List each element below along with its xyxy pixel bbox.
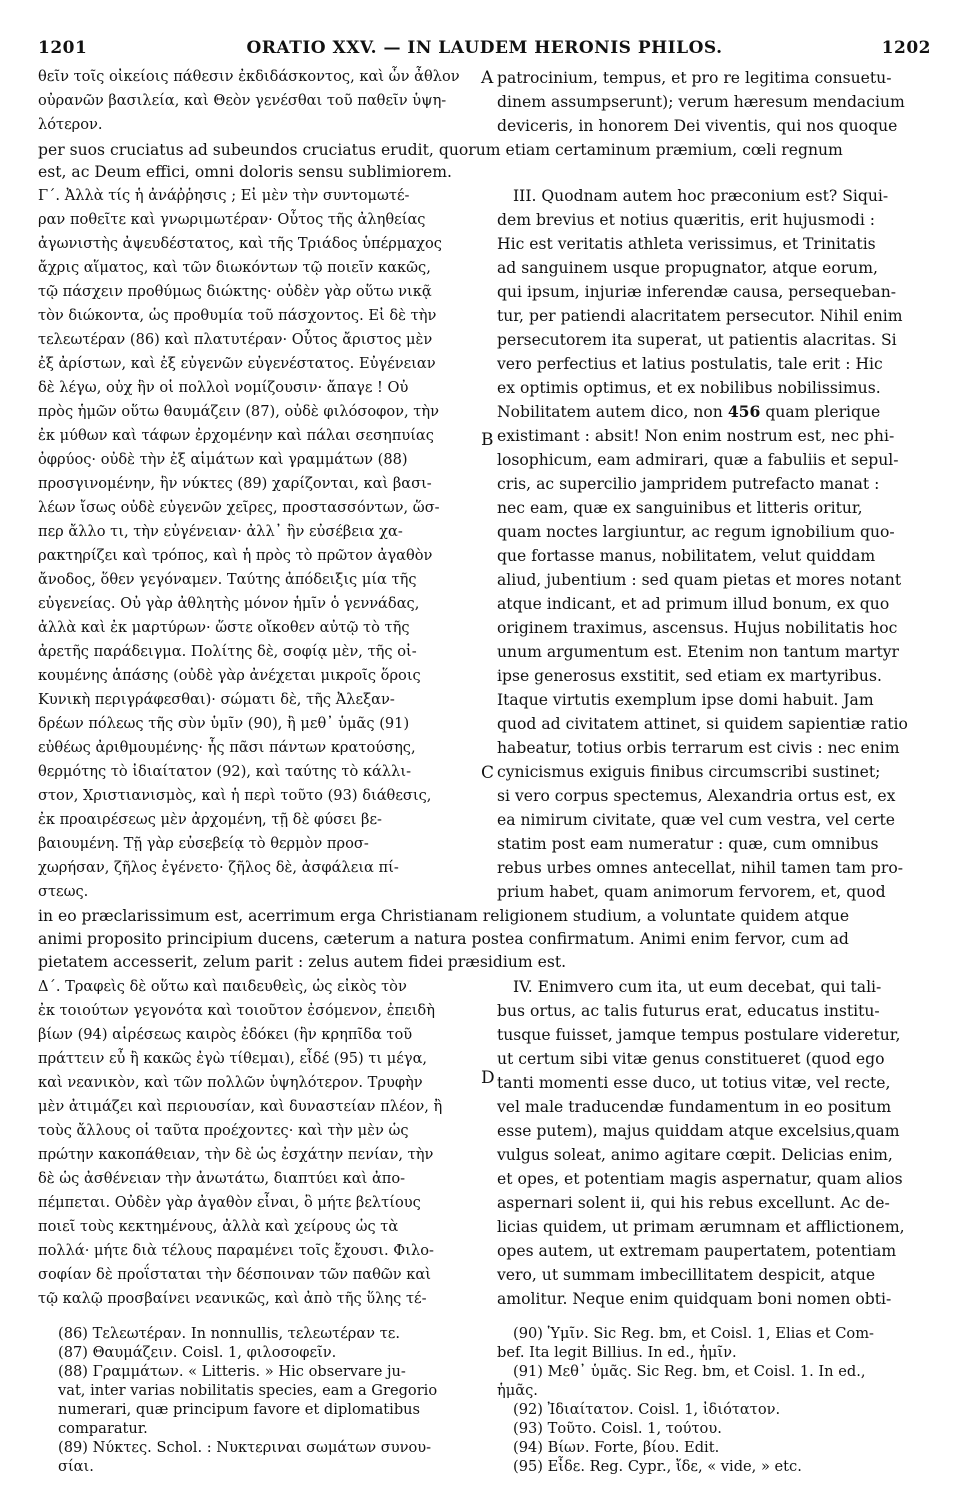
footnote-line: (93) Τοῦτο. Coisl. 1, τούτου. bbox=[513, 1420, 722, 1437]
full-width-line: pietatem accesserit, zelum parit : zelus autem fidei præsidium est. bbox=[38, 953, 567, 971]
footnote-line: (95) Εἶδε. Reg. Cypr., ἴδε, « vide, » etc. bbox=[513, 1458, 802, 1475]
latin-line: que fortasse manus, nobilitatem, velut quiddam bbox=[497, 547, 876, 565]
footnote-line: (94) Βίων. Forte, βίου. Edit. bbox=[513, 1439, 720, 1456]
section-marker-a: A bbox=[481, 68, 494, 88]
greek-line: ποιεῖ τοὺς κεκτημένους, ἀλλὰ καὶ χείρους ὡς τὰ bbox=[38, 1218, 399, 1235]
greek-line: τοὺς ἄλλους οἱ ταῦτα προέχοντες· καὶ τὴν μὲν ὡς bbox=[38, 1122, 409, 1139]
latin-line: esse putem), majus quiddam atque excelsius,quam bbox=[497, 1122, 900, 1140]
latin-line: existimant : absit! Non enim nostrum est, nec phi- bbox=[497, 427, 895, 445]
greek-line: πρὸς ἡμῶν οὕτω θαυμάζειν (87), οὐδὲ φιλόσοφον, τὴν bbox=[38, 403, 439, 420]
latin-line: Hic est veritatis athleta verissimus, et Trinitatis bbox=[497, 235, 876, 253]
latin-line: atque indicant, et ad primum illud bonum, ex quo bbox=[497, 595, 890, 613]
footnote-line: (90) Ὑμῖν. Sic Reg. bm, et Coisl. 1, Elias et Com- bbox=[513, 1325, 874, 1342]
greek-line: ἄχρις αἵματος, καὶ τῶν διωκόντων τῷ ποιεῖν κακῶς, bbox=[38, 259, 431, 276]
greek-line: στεως. bbox=[38, 883, 89, 900]
footnote-line: (92) Ἰδιαίτατον. Coisl. 1, ἰδιότατον. bbox=[513, 1401, 781, 1418]
footnote-line: vat, inter varias nobilitatis species, eam a Gregorio bbox=[58, 1382, 438, 1399]
latin-line: bus ortus, ac talis futurus erat, educatus institu- bbox=[497, 1002, 880, 1020]
greek-line: βίων (94) αἱρέσεως καιρὸς ἐδόκει (ἣν κρηπῖδα τοῦ bbox=[38, 1026, 413, 1043]
latin-line: quam noctes largiuntur, ac regum ignobilium quo- bbox=[497, 523, 895, 541]
greek-line: λότερον. bbox=[38, 116, 103, 133]
latin-line: III. Quodnam autem hoc præconium est? Siqui- bbox=[513, 187, 889, 205]
latin-line-part: quam plerique bbox=[760, 403, 881, 421]
latin-line: tur, per patiendi alacritatem persecutor. Nihil enim bbox=[497, 307, 903, 325]
section-marker-c: C bbox=[481, 763, 495, 783]
full-width-line: per suos cruciatus ad subeundos cruciatus erudit, quorum etiam certaminum præmium, cœli regnum bbox=[38, 141, 843, 159]
greek-line: τελεωτέραν (86) καὶ πλατυτέραν· Οὗτος ἄριστος μὲν bbox=[38, 331, 433, 348]
latin-line: ea nimirum civitate, quæ vel cum vestra, vel certe bbox=[497, 811, 896, 829]
greek-line: χωρήσαν, ζῆλος ἐγένετο· ζῆλος δὲ, ἀσφάλεια πί- bbox=[38, 859, 399, 876]
greek-line: κουμένης ἁπάσης (οὐδὲ γὰρ ἀνέχεται μικροῖς ὅροις bbox=[38, 667, 421, 684]
footnote-line: numerari, quæ principum favore et diplomatibus bbox=[58, 1401, 421, 1418]
footnote-line: (91) Μεθ᾽ ὑμᾶς. Sic Reg. bm, et Coisl. 1. In ed., bbox=[513, 1363, 866, 1380]
latin-line bbox=[497, 401, 880, 423]
greek-line: ἐκ τοιούτων γεγονότα καὶ τοιοῦτον ἐσόμενον, ἐπειδὴ bbox=[38, 1002, 435, 1019]
greek-line: προσγινομένην, ἣν νύκτες (89) χαρίζονται, καὶ βασι- bbox=[38, 475, 432, 492]
greek-line: θερμότης τὸ ἰδιαίτατον (92), καὶ ταύτης τὸ κάλλι- bbox=[38, 763, 412, 780]
latin-line: et opes, et potentiam magis aspernatur, quam alios bbox=[497, 1170, 903, 1188]
greek-line: τῷ πάσχειν προθύμως διώκτης· οὐδὲν γὰρ οὕτω νικᾷ bbox=[38, 283, 432, 300]
greek-line: θεῖν τοῖς οἰκείοις πάθεσιν ἐκδιδάσκοντος, καὶ ὧν ἆθλον bbox=[38, 68, 460, 85]
latin-line: losophicum, eam admirari, quæ a fabuliis et sepul- bbox=[497, 451, 899, 469]
full-width-line: animi proposito principium ducens, cæterum a natura postea confirmatum. Animi enim fervor, cum ad bbox=[38, 930, 849, 948]
latin-line: tusque fuisset, jamque tempus postulare videretur, bbox=[497, 1026, 901, 1044]
footnote-line: (86) Τελεωτέραν. In nonnullis, τελεωτέραν τε. bbox=[58, 1325, 400, 1342]
latin-line: prium habet, quam animorum fervorem, et, quod bbox=[497, 883, 886, 901]
full-width-line: in eo præclarissimum est, acerrimum erga Christianam religionem studium, a voluntate quidem atque bbox=[38, 907, 850, 925]
greek-line: καὶ νεανικὸν, καὶ τῶν πολλῶν ὑψηλότερον. Τρυφὴν bbox=[38, 1074, 423, 1091]
latin-line: habeatur, totius orbis terrarum est civis : nec enim bbox=[497, 739, 900, 757]
latin-line: amolitur. Neque enim quidquam boni nomen obti- bbox=[497, 1290, 892, 1308]
latin-line: nec eam, quæ ex sanguinibus et litteris oritur, bbox=[497, 499, 863, 517]
greek-line: τὸν διώκοντα, ὡς προθυμία τοῦ πάσχοντος. Εἰ δὲ τὴν bbox=[38, 307, 437, 324]
greek-line: ὀφρύος· οὐδὲ τὴν ἐξ αἱμάτων καὶ γραμμάτων (88) bbox=[38, 451, 408, 468]
latin-line: originem traximus, ascensus. Hujus nobilitatis hoc bbox=[497, 619, 898, 637]
greek-line: εὐθέως ἀριθμουμένης· ἧς πᾶσι πάντων κρατούσης, bbox=[38, 739, 416, 756]
greek-line: δὲ λέγω, οὐχ ἣν οἱ πολλοὶ νομίζουσιν· ἄπαγε ! Οὐ bbox=[38, 379, 409, 396]
latin-line: aspernari solent ii, qui his rebus excellunt. Ac de- bbox=[497, 1194, 890, 1212]
footnote-line: (89) Νύκτες. Schol. : Νυκτεριναι σωμάτων συνου- bbox=[58, 1439, 432, 1456]
greek-line: πρώτην κακοπάθειαν, τὴν δὲ ὡς ἐσχάτην πενίαν, τὴν bbox=[38, 1146, 434, 1163]
latin-line-part: Nobilitatem autem dico, non bbox=[497, 403, 723, 421]
section-marker-b: B bbox=[481, 430, 494, 450]
greek-line: πέμπεται. Οὐδὲν γὰρ ἀγαθὸν εἶναι, ὃ μήτε βελτίους bbox=[38, 1194, 421, 1211]
greek-line: τῷ καλῷ προσβαίνει νεανικῶς, καὶ ἀπὸ τῆς ὕλης τέ- bbox=[38, 1290, 427, 1307]
footnote-line: bef. Ita legit Billius. In ed., ἡμῖν. bbox=[497, 1344, 737, 1361]
greek-line: Κυνικὴ περιγράφεσθαι)· σώματι δὲ, τῆς Ἀλεξαν- bbox=[38, 691, 395, 708]
latin-line: dem brevius et notius quæritis, erit hujusmodi : bbox=[497, 211, 876, 229]
latin-line: unum argumentum est. Etenim non tantum martyr bbox=[497, 643, 899, 661]
footnote-line: ἡμᾶς. bbox=[497, 1382, 538, 1399]
right-page-number: 1202 bbox=[881, 38, 931, 58]
latin-line: ex optimis optimus, et ex nobilibus nobilissimus. bbox=[497, 379, 881, 397]
latin-line: si vero corpus spectemus, Alexandria ortus est, ex bbox=[497, 787, 896, 805]
latin-line: ad sanguinem usque propugnator, atque eorum, bbox=[497, 259, 878, 277]
greek-line: περ ἄλλο τι, τὴν εὐγένειαν· ἀλλ᾽ ἣν εὐσέβεια χα- bbox=[38, 523, 403, 540]
greek-line: ρακτηρίζει καὶ τρόπος, καὶ ἡ πρὸς τὸ πρῶτον ἀγαθὸν bbox=[38, 547, 433, 564]
greek-line: μὲν ἀτιμάζει καὶ περιουσίαν, καὶ δυναστείαν πλέον, ἢ bbox=[38, 1098, 443, 1115]
greek-line: στον, Χριστιανισμὸς, καὶ ἡ περὶ τοῦτο (93) διάθεσις, bbox=[38, 787, 432, 804]
greek-line: λέων ἴσως οὐδὲ εὐγενῶν χεῖρες, προστασσόντων, ὥσ- bbox=[38, 499, 440, 516]
greek-line: δὲ ὡς ἀσθένειαν τὴν ἀνωτάτω, διαπτύει καὶ ἀπο- bbox=[38, 1170, 406, 1187]
footnote-line: σίαι. bbox=[58, 1458, 94, 1475]
greek-line: βαιουμένη. Τῇ γὰρ εὐσεβείᾳ τὸ θερμὸν προσ- bbox=[38, 835, 369, 852]
latin-line: qui ipsum, injuriæ inferendæ causa, persequeban- bbox=[497, 283, 897, 301]
latin-line: vero, ut summam imbecillitatem despicit, atque bbox=[497, 1266, 876, 1284]
latin-line: quod ad civitatem attinet, si quidem sapientiæ ratio bbox=[497, 715, 908, 733]
greek-line: Δ΄. Τραφεὶς δὲ οὕτω καὶ παιδευθεὶς, ὡς εἰκὸς τὸν bbox=[38, 978, 407, 995]
greek-line: εὐγενείας. Οὐ γὰρ ἀθλητὴς μόνον ἡμῖν ὁ γεννάδας, bbox=[38, 595, 420, 612]
greek-line: Γ΄. Ἀλλὰ τίς ἡ ἀνάῤῥησις ; Εἰ μὲν τὴν συντομωτέ- bbox=[38, 187, 410, 204]
greek-line: ἄνοδος, ὅθεν γεγόναμεν. Ταύτης ἀπόδειξις μία τῆς bbox=[38, 571, 417, 588]
latin-line: vulgus soleat, animo agitare cœpit. Delicias enim, bbox=[497, 1146, 893, 1164]
latin-line: rebus urbes omnes antecellat, nihil tamen tam pro- bbox=[497, 859, 903, 877]
latin-line: dinem assumpserunt); verum hæresum mendacium bbox=[497, 93, 905, 111]
greek-line: δρέων πόλεως τῆς σὺν ὑμῖν (90), ἢ μεθ᾽ ὑμᾶς (91) bbox=[38, 715, 410, 732]
latin-line: deviceris, in honorem Dei viventis, qui nos quoque bbox=[497, 117, 898, 135]
footnote-line: comparatur. bbox=[58, 1420, 148, 1437]
greek-line: σοφίαν δὲ προΐσταται τὴν δέσποιναν τῶν παθῶν καὶ bbox=[38, 1266, 431, 1283]
greek-line: ραν ποθεῖτε καὶ γνωριμωτέραν· Οὗτος τῆς ἀληθείας bbox=[38, 211, 426, 228]
greek-line: πολλά· μήτε διὰ τέλους παραμένει τοῖς ἔχουσι. Φιλο- bbox=[38, 1242, 434, 1259]
greek-line: ἀγωνιστὴς ἀψευδέστατος, καὶ τῆς Τριάδος ὑπέρμαχος bbox=[38, 235, 442, 252]
latin-line: cris, ac supercilio jampridem putrefacto manat : bbox=[497, 475, 880, 493]
greek-line: ἐκ προαιρέσεως μὲν ἀρχομένη, τῇ δὲ φύσει βε- bbox=[38, 811, 382, 828]
latin-line: statim post eam numeratur : quæ, cum omnibus bbox=[497, 835, 879, 853]
latin-line: vero perfectius et latius postulatis, tale erit : Hic bbox=[497, 355, 883, 373]
running-title: ORATIO XXV. — IN LAUDEM HERONIS PHILOS. bbox=[246, 38, 723, 58]
footnote-line: (87) Θαυμάζειν. Coisl. 1, φιλοσοφεῖν. bbox=[58, 1344, 337, 1361]
latin-line: opes autem, ut extremam paupertatem, potentiam bbox=[497, 1242, 897, 1260]
latin-line: tanti momenti esse duco, ut totius vitæ, vel recte, bbox=[497, 1074, 891, 1092]
greek-line: πράττειν εὖ ἢ κακῶς ἐγὼ τίθεμαι), εἶδέ (95) τι μέγα, bbox=[38, 1050, 428, 1067]
footnote-line: (88) Γραμμάτων. « Litteris. » Hic observare ju- bbox=[58, 1363, 406, 1380]
latin-line: licias quidem, ut primam ærumnam et afflictionem, bbox=[497, 1218, 905, 1236]
greek-line: ἐκ μύθων καὶ τάφων ἐρχομένην καὶ πάλαι σεσηπυίας bbox=[38, 427, 434, 444]
latin-line: persecutorem ita superat, ut patientis alacritas. Si bbox=[497, 331, 897, 349]
section-marker-d: D bbox=[481, 1068, 495, 1088]
greek-line: ἀρετῆς παράδειγμα. Πολίτης δὲ, σοφίᾳ μὲν, τῆς οἰ- bbox=[38, 643, 417, 660]
latin-line: ipse generosus exstitit, sed etiam ex martyribus. bbox=[497, 667, 882, 685]
latin-line: IV. Enimvero cum ita, ut eum decebat, qui tali- bbox=[513, 978, 882, 996]
latin-line: aliud, jubentium : sed quam pietas et mores notant bbox=[497, 571, 902, 589]
latin-line: Itaque virtutis exemplum ipse domi habuit. Jam bbox=[497, 691, 874, 709]
latin-line: patrocinium, tempus, et pro re legitima consuetu- bbox=[497, 69, 892, 87]
greek-line: ἀλλὰ καὶ ἐκ μαρτύρων· ὥστε οἴκοθεν αὐτῷ τὸ τῆς bbox=[38, 619, 410, 636]
latin-line: vel male traducendæ fundamentum in eo positum bbox=[497, 1098, 892, 1116]
left-page-number: 1201 bbox=[38, 38, 88, 58]
greek-line: ἐξ ἀρίστων, καὶ ἐξ εὐγενῶν εὐγενέστατος. Εὐγένειαν bbox=[38, 355, 436, 372]
greek-line: οὐρανῶν βασιλεία, καὶ Θεὸν γενέσθαι τοῦ παθεῖν ὑψη- bbox=[38, 92, 447, 109]
latin-line: ut certum sibi vitæ genus constitueret (quod ego bbox=[497, 1050, 885, 1068]
page-marker-456: 456 bbox=[727, 402, 761, 421]
latin-line: cynicismus exiguis finibus circumscribi sustinet; bbox=[497, 763, 881, 781]
full-width-line: est, ac Deum effici, omni doloris sensu sublimiorem. bbox=[38, 163, 453, 181]
